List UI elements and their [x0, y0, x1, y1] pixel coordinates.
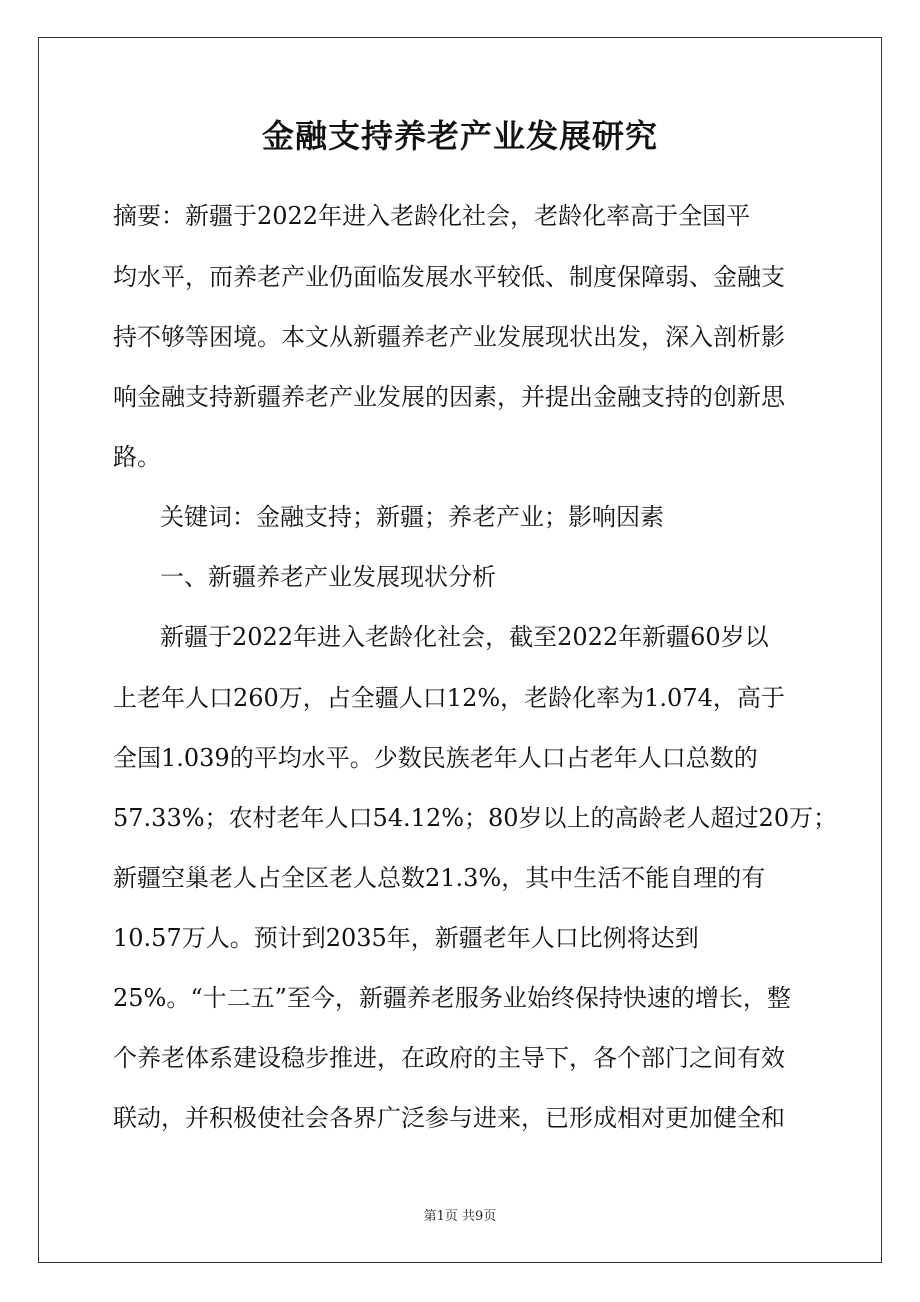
body-line: 联动，并积极使社会各界广泛参与进来，已形成相对更加健全和	[113, 1104, 785, 1132]
body-line: 个养老体系建设稳步推进，在政府的主导下，各个部门之间有效	[113, 1044, 785, 1072]
body-line: 25%。“十二五”至今，新疆养老服务业始终保持快速的增长，整	[113, 984, 791, 1012]
body-line: 57.33%；农村老年人口54.12%；80岁以上的高龄老人超过20万；	[113, 804, 838, 832]
document-title: 金融支持养老产业发展研究	[261, 117, 658, 155]
body-line: 路。	[113, 443, 161, 471]
body-line: 均水平，而养老产业仍面临发展水平较低、制度保障弱、金融支	[113, 263, 785, 291]
section-heading: 一、新疆养老产业发展现状分析	[160, 563, 496, 591]
body-line: 新疆空巢老人占全区老人总数21.3%，其中生活不能自理的有	[113, 864, 766, 892]
keywords-line: 关键词：金融支持；新疆；养老产业；影响因素	[160, 503, 664, 531]
body-line: 10.57万人。预计到2035年，新疆老年人口比例将达到	[113, 924, 699, 952]
body-line: 摘要：新疆于2022年进入老龄化社会，老龄化率高于全国平	[113, 202, 751, 230]
page-footer: 第1页 共9页	[423, 1209, 497, 1224]
body-line: 响金融支持新疆养老产业发展的因素，并提出金融支持的创新思	[113, 383, 785, 411]
body-line: 持不够等困境。本文从新疆养老产业发展现状出发，深入剖析影	[113, 323, 785, 351]
body-line: 全国1.039的平均水平。少数民族老年人口占老年人口总数的	[113, 744, 758, 772]
body-line: 新疆于2022年进入老龄化社会，截至2022年新疆60岁以	[160, 623, 769, 651]
body-line: 上老年人口260万，占全疆人口12%，老龄化率为1.074，高于	[113, 684, 785, 712]
